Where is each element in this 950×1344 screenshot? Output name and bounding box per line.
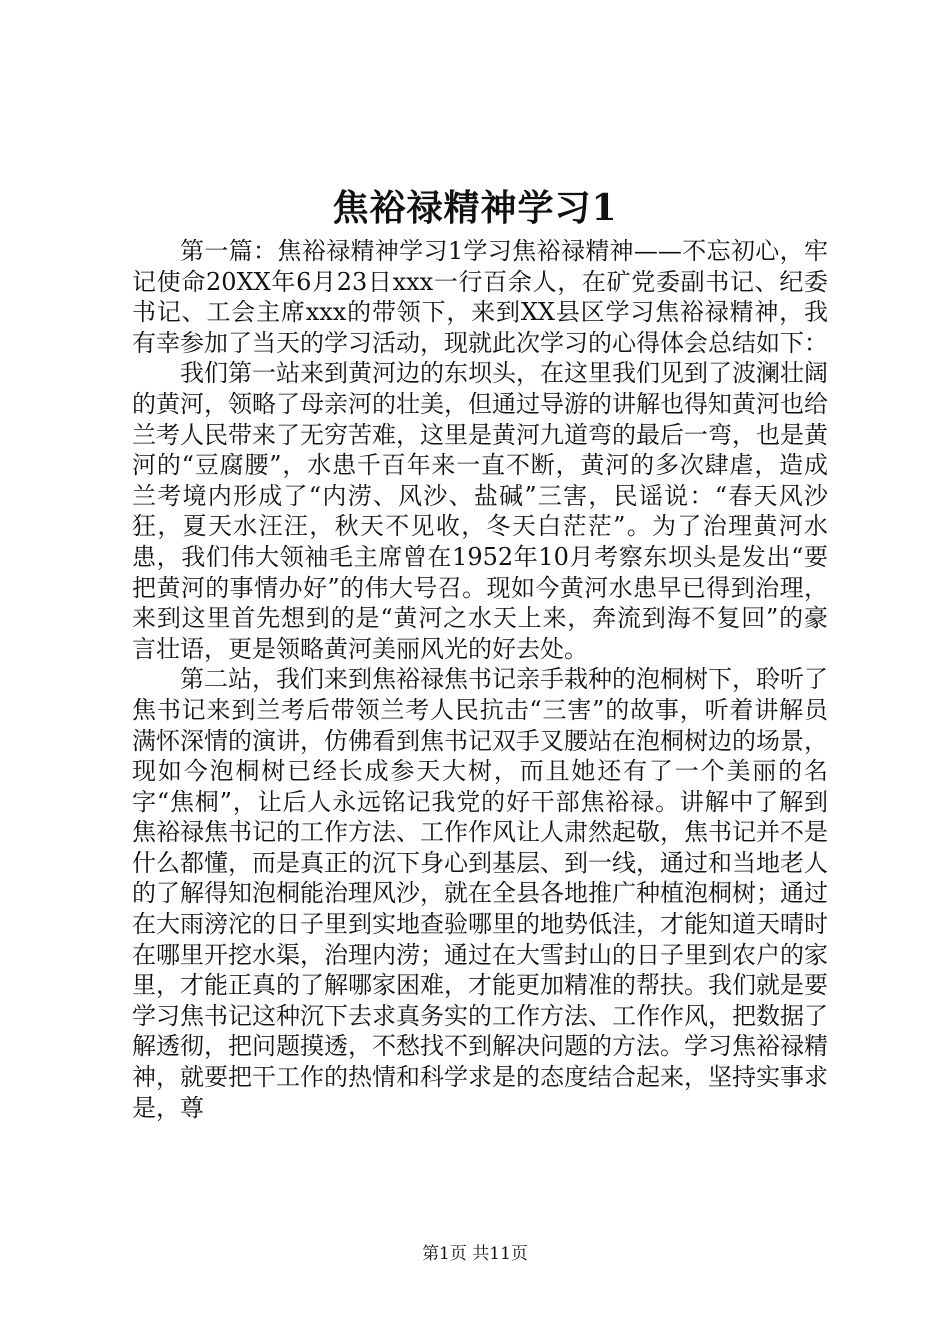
- paragraph-1: 第一篇：焦裕禄精神学习1学习焦裕禄精神——不忘初心，牢记使命20XX年6月23日xxx一行百余人，在矿党委副书记、纪委书记、工会主席xxx的带领下，来到XX县区学习焦裕禄精神，我有幸参加了当天的学习活动，现就此次学习的心得体会总结如下：: [132, 237, 828, 357]
- page-footer: 第1页 共11页: [422, 1244, 528, 1264]
- paragraph-3: 第二站，我们来到焦裕禄焦书记亲手栽种的泡桐树下，聆听了焦书记来到兰考后带领兰考人民抗击“三害”的故事，听着讲解员满怀深情的演讲，仿佛看到焦书记双手叉腰站在泡桐树边的场景，现如今泡桐树已经长成参天大树，而且她还有了一个美丽的名字“焦桐”，让后人永远铭记我党的好干部焦裕禄。讲解中了解到焦裕禄焦书记的工作方法、工作作风让人肃然起敬，焦书记并不是什么都懂，而是真正的沉下身心到基层、到一线，通过和当地老人的了解得知泡桐能治理风沙，就在全县各地推广种植泡桐树；通过在大雨滂沱的日子里到实地查验哪里的地势低洼，才能知道天晴时在哪里开挖水渠，治理内涝；通过在大雪封山的日子里到农户的家里，才能正真的了解哪家困难，才能更加精准的帮扶。我们就是要学习焦书记这种沉下去求真务实的工作方法、工作作风，把数据了解透彻，把问题摸透，不愁找不到解决问题的方法。学习焦裕禄精神，就要把干工作的热情和科学求是的态度结合起来，坚持实事求是，尊: [132, 665, 828, 1122]
- paragraph-2: 我们第一站来到黄河边的东坝头，在这里我们见到了波澜壮阔的黄河，领略了母亲河的壮美，但通过导游的讲解也得知黄河也给兰考人民带来了无穷苦难，这里是黄河九道弯的最后一弯，也是黄河的“豆腐腰”，水患千百年来一直不断，黄河的多次肆虐，造成兰考境内形成了“内涝、风沙、盐碱”三害，民谣说：“春天风沙狂，夏天水汪汪，秋天不见收，冬天白茫茫”。为了治理黄河水患，我们伟大领袖毛主席曾在1952年10月考察东坝头是发出“要把黄河的事情办好”的伟大号召。现如今黄河水患早已得到治理，来到这里首先想到的是“黄河之水天上来，奔流到海不复回”的豪言壮语，更是领略黄河美丽风光的好去处。: [132, 359, 828, 663]
- document-body: [132, 236, 828, 1123]
- document-title: 焦裕禄精神学习1: [332, 187, 618, 229]
